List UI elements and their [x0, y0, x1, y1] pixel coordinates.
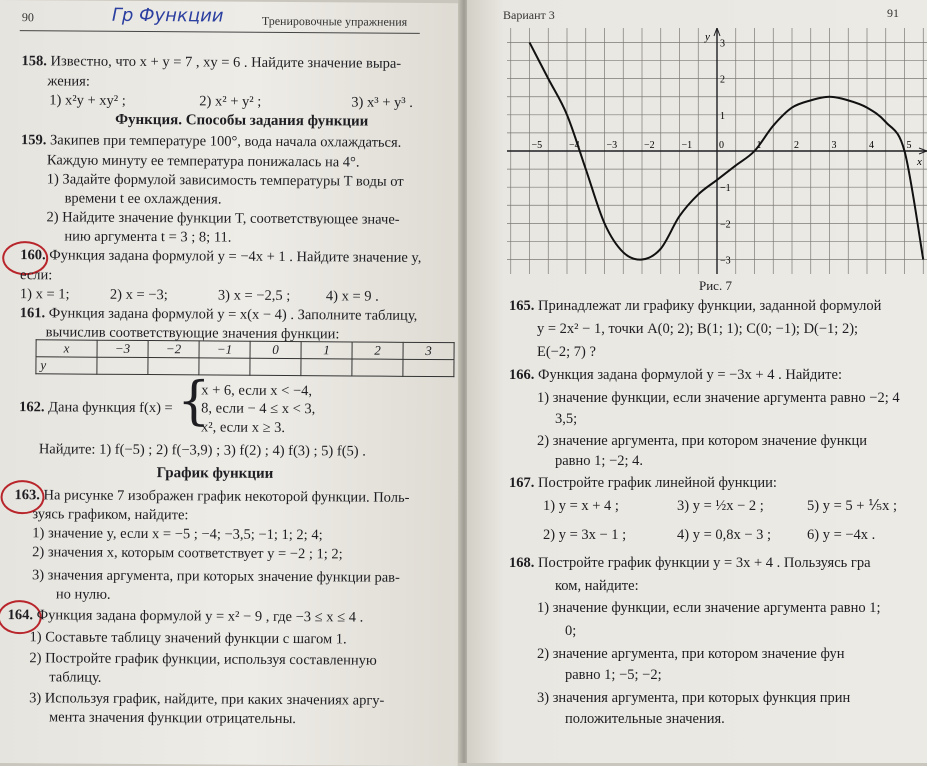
case-line: 8, если − 4 ≤ x < 3,: [201, 400, 316, 418]
function-graph: [507, 28, 927, 274]
problem-164: [8, 606, 364, 626]
problem-number: 162.: [19, 399, 45, 416]
problem-number: 165.: [509, 298, 535, 314]
problem-text: Функция задана формулой y = −4x + 1 . Найдите значение y,: [49, 247, 422, 266]
problem-text-cont: жения:: [47, 73, 90, 90]
problem-line: На рисунке 7 изображен график некоторой функции. Поль-: [43, 487, 410, 506]
y-tick-label: 3: [720, 38, 725, 50]
problem-line: 1) значение y, если x = −5 ; −4; −3,5; −1; 1; 2; 4;: [32, 525, 323, 544]
table-cell: 3: [403, 342, 454, 359]
y-tick-label: 2: [720, 74, 725, 86]
running-header: Тренировочные упражнения: [261, 13, 408, 29]
tick-labels: [532, 31, 923, 267]
problem-text-cont: если:: [20, 267, 53, 284]
problem-line: мента значения функции отрицательны.: [48, 709, 297, 728]
table-cell: [352, 359, 403, 376]
case-line: x², если x ≥ 3.: [200, 419, 286, 437]
table-cell: −1: [199, 341, 250, 358]
handwritten-note: Гр Функции: [111, 4, 224, 27]
problem-line: таблицу.: [49, 669, 102, 686]
x-tick-label: 0: [719, 140, 724, 151]
y-tick-label: −3: [720, 255, 731, 267]
x-tick-label: 5: [906, 140, 912, 151]
problem-line: E(−2; 7) ?: [537, 344, 596, 360]
problem-line: Закипев при температуре 100°, вода начала охлаждаться.: [49, 132, 402, 151]
problem-line: положительные значения.: [565, 711, 725, 727]
problem-line: равно 1; −2; 4.: [555, 453, 644, 469]
problem-number: 164.: [7, 607, 34, 624]
problem-line: зуясь графиком, найдите:: [32, 506, 189, 524]
option-6: 6) y = −4x .: [807, 527, 876, 543]
y-axis-label: y: [705, 31, 710, 43]
problem-168: [509, 554, 871, 572]
problem-line: 2) Постройте график функции, используя составленную: [29, 650, 377, 669]
axes: [507, 28, 927, 274]
page-number: 91: [887, 6, 899, 20]
problem-number: 167.: [509, 475, 535, 491]
problem-163: [14, 486, 409, 507]
value-table: [35, 339, 454, 377]
option-4: 4) x = 9 .: [325, 288, 379, 305]
running-header: Вариант 3: [503, 8, 555, 22]
x-tick-label: 4: [869, 140, 874, 151]
problem-number: 160.: [20, 247, 46, 264]
y-tick-label: −2: [720, 219, 731, 231]
x-tick-label: −4: [569, 140, 580, 151]
problem-line: 3,5;: [555, 411, 578, 427]
left-page: [0, 0, 463, 766]
option-1: 1) y = x + 4 ;: [543, 498, 619, 514]
table-cell: −2: [148, 341, 199, 358]
table-cell: −3: [97, 340, 148, 357]
table-cell: [403, 359, 454, 376]
problem-167: [509, 474, 777, 492]
problem-line: 1) Составьте таблицу значений функции с шагом 1.: [29, 629, 347, 648]
option-1: 1) x²y + xy² ;: [49, 92, 126, 109]
option-2: 2) x = −3;: [109, 286, 168, 304]
problem-line: 2) значение аргумента, при котором значение фун: [537, 646, 845, 662]
problem-number: 166.: [509, 367, 535, 383]
problem-text-cont: вычислив соответствующие значения функции:: [45, 324, 340, 343]
problem-number: 161.: [19, 305, 46, 322]
problem-number: 158.: [21, 53, 48, 70]
problem-text: Постройте график линейной функции:: [538, 475, 777, 491]
x-tick-label: 3: [831, 140, 837, 151]
problem-line: 0;: [565, 623, 577, 639]
problem-line: 1) Задайте формулой зависимость температуры T воды от: [46, 171, 404, 190]
option-3: 3) x = −2,5 ;: [217, 287, 291, 305]
problem-159: [21, 131, 401, 152]
table-cell: [250, 358, 301, 375]
problem-line: 3) значения аргумента, при которых функция прин: [537, 690, 851, 706]
header-rule: [20, 30, 420, 34]
problem-text: Функция задана формулой y = x(x − 4) . Заполните таблицу,: [48, 305, 418, 324]
problem-165: [509, 297, 881, 315]
problem-line: Каждую минуту ее температура понижалась на 4°.: [46, 152, 360, 171]
table-row: [36, 357, 454, 377]
problem-line: Принадлежат ли графику функции, заданной формулой: [538, 298, 882, 314]
problem-line: но нулю.: [55, 586, 111, 603]
x-tick-label: −1: [681, 140, 693, 151]
table-cell: y: [36, 357, 97, 374]
option-2: 2) x² + y² ;: [199, 93, 262, 110]
problem-line: Функция задана формулой y = x² − 9 , где −3 ≤ x ≤ 4 .: [36, 607, 364, 626]
section-title: Функция. Способы задания функции: [115, 111, 369, 130]
problem-text: Дана функция f(x) =: [48, 399, 173, 417]
problem-number: 163.: [14, 487, 40, 504]
option-3: 3) x³ + y³ .: [351, 94, 413, 111]
problem-line: 3) значения аргумента, при которых значение функции рав-: [31, 567, 400, 586]
option-3: 3) y = ½x − 2 ;: [677, 498, 764, 514]
table-cell: [301, 359, 352, 376]
option-5: 5) y = 5 + ⅕x ;: [807, 498, 898, 514]
problem-line: 1) значение функции, если значение аргумента равно −2; 4: [537, 390, 900, 406]
problem-text: Известно, что x + y = 7 , xy = 6 . Найдите значение выра-: [50, 53, 402, 72]
problem-line: 1) значение функции, если значение аргумента равно 1;: [537, 600, 881, 616]
problem-161: [20, 304, 418, 325]
problem-line: y = 2x² − 1, точки A(0; 2); B(1; 1); C(0; −1); D(−1; 2);: [537, 321, 859, 337]
table-cell: 0: [250, 341, 301, 358]
problem-line: 2) значения x, которым соответствует y = −2 ; 1; 2;: [32, 544, 343, 563]
problem-158: [22, 52, 402, 73]
problem-line: нию аргумента t = 3 ; 8; 11.: [64, 228, 232, 246]
section-title: График функции: [156, 465, 274, 482]
y-tick-label: 1: [720, 110, 725, 122]
problem-line: 2) значение аргумента, при котором значение функци: [537, 433, 868, 449]
problem-line: 2) Найдите значение функции T, соответствующее значе-: [46, 209, 400, 228]
x-axis-label: x: [917, 156, 922, 168]
x-tick-label: 2: [794, 140, 799, 151]
problem-162: [19, 398, 173, 417]
problem-number: 159.: [20, 132, 47, 149]
problem-line: равно 1; −5; −2;: [565, 667, 662, 683]
problem-line: Постройте график функции y = 3x + 4 . Пользуясь гра: [538, 555, 871, 571]
table-cell: [97, 357, 148, 374]
x-tick-label: 1: [756, 140, 762, 151]
problem-line: времени t ее охлаждения.: [64, 190, 222, 208]
option-1: 1) x = 1;: [19, 286, 70, 303]
problem-160: [20, 246, 421, 267]
table-cell: 1: [301, 342, 352, 359]
x-tick-label: −2: [644, 140, 655, 151]
page-number: 90: [21, 10, 34, 25]
y-tick-label: −1: [720, 183, 731, 195]
problem-find: Найдите: 1) f(−5) ; 2) f(−3,9) ; 3) f(2) ; 4) f(3) ; 5) f(5) .: [38, 441, 366, 460]
problem-line: ком, найдите:: [555, 578, 639, 594]
problem-166: [509, 366, 842, 384]
option-4: 4) y = 0,8x − 3 ;: [677, 527, 772, 543]
x-tick-label: −5: [531, 140, 543, 151]
case-line: x + 6, если x < −4,: [201, 382, 313, 400]
problem-number: 168.: [509, 555, 535, 571]
table-cell: x: [36, 340, 97, 357]
case-brace: {: [176, 371, 211, 432]
problem-line: 3) Используя график, найдите, при каких значениях аргу-: [29, 690, 385, 709]
problem-line: Функция задана формулой y = −3x + 4 . Найдите:: [538, 367, 842, 383]
x-tick-label: −3: [606, 140, 618, 151]
figure-caption: Рис. 7: [699, 278, 732, 293]
right-page: [467, 0, 927, 763]
table-cell: 2: [352, 342, 403, 359]
option-2: 2) y = 3x − 1 ;: [543, 527, 627, 543]
